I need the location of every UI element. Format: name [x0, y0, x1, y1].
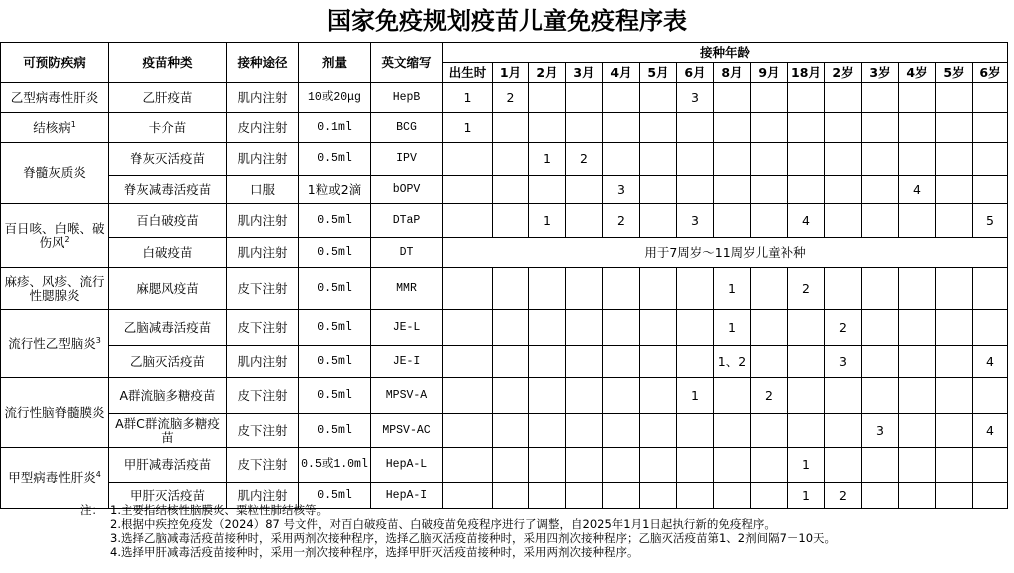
age-cell: 1 [529, 143, 566, 176]
age-cell [899, 414, 936, 448]
age-cell [973, 268, 1008, 310]
route-cell: 肌内注射 [227, 346, 299, 378]
age-cell: 3 [677, 204, 714, 238]
age-cell [899, 378, 936, 414]
vaccine-cell: 脊灰灭活疫苗 [109, 143, 227, 176]
age-cell: 4 [973, 414, 1008, 448]
table-row [1, 414, 1008, 448]
age-cell [529, 448, 566, 483]
age-cell [751, 310, 788, 346]
disease-cell: 乙型病毒性肝炎 [1, 83, 109, 113]
age-cell [603, 143, 640, 176]
age-cell [751, 204, 788, 238]
age-cell [825, 378, 862, 414]
vaccine-cell: 甲肝灭活疫苗 [109, 483, 227, 509]
route-cell: 肌内注射 [227, 483, 299, 509]
age-cell [640, 113, 677, 143]
table-row [1, 143, 1008, 176]
age-cell [714, 414, 751, 448]
age-cell [788, 346, 825, 378]
age-cell [443, 378, 493, 414]
vaccine-cell: 乙脑灭活疫苗 [109, 346, 227, 378]
vaccine-cell: 甲肝减毒活疫苗 [109, 448, 227, 483]
age-cell: 1、2 [714, 346, 751, 378]
dose-cell: 0.5ml [299, 414, 371, 448]
table-row [1, 83, 1008, 113]
abbr-cell: MMR [371, 268, 443, 310]
age-cell [566, 204, 603, 238]
age-cell [751, 346, 788, 378]
dose-cell: 0.5ml [299, 204, 371, 238]
age-cell [493, 346, 529, 378]
age-cell [714, 143, 751, 176]
header-abbr: 英文缩写 [371, 43, 443, 83]
footnote-mark: 3 [95, 335, 101, 345]
age-cell [714, 204, 751, 238]
age-cell: 1 [714, 310, 751, 346]
vaccine-cell: 百白破疫苗 [109, 204, 227, 238]
age-cell [640, 204, 677, 238]
age-cell [566, 113, 603, 143]
age-cell [862, 268, 899, 310]
dose-cell: 0.5ml [299, 143, 371, 176]
age-cell [714, 113, 751, 143]
age-cell [862, 346, 899, 378]
age-cell [862, 378, 899, 414]
age-cell: 2 [825, 310, 862, 346]
dose-cell: 0.5ml [299, 238, 371, 268]
age-cell [677, 113, 714, 143]
age-cell [825, 414, 862, 448]
age-cell [751, 414, 788, 448]
abbr-cell: JE-L [371, 310, 443, 346]
age-cell [640, 143, 677, 176]
dose-cell: 0.5ml [299, 268, 371, 310]
age-cell: 3 [677, 83, 714, 113]
route-cell: 皮内注射 [227, 113, 299, 143]
age-cell [529, 113, 566, 143]
abbr-cell: HepA-L [371, 448, 443, 483]
age-cell [640, 346, 677, 378]
age-cell [714, 176, 751, 204]
age-cell [493, 176, 529, 204]
age-cell [788, 310, 825, 346]
age-cell [443, 143, 493, 176]
age-cell [677, 310, 714, 346]
age-cell [751, 448, 788, 483]
vaccine-cell: A群C群流脑多糖疫苗 [109, 414, 227, 448]
route-cell: 肌内注射 [227, 143, 299, 176]
age-cell [640, 378, 677, 414]
age-cell: 1 [788, 448, 825, 483]
age-cell [973, 378, 1008, 414]
age-cell [788, 378, 825, 414]
age-cell [603, 310, 640, 346]
age-cell [973, 448, 1008, 483]
age-cell [751, 176, 788, 204]
route-cell: 皮下注射 [227, 448, 299, 483]
age-cell [529, 310, 566, 346]
age-cell [714, 83, 751, 113]
age-cell [862, 143, 899, 176]
age-cell [603, 346, 640, 378]
age-cell [825, 143, 862, 176]
age-cell [973, 143, 1008, 176]
age-cell: 1 [677, 378, 714, 414]
age-cell [936, 204, 973, 238]
table-row [1, 204, 1008, 238]
header-age: 2月 [529, 63, 566, 83]
header-disease: 可预防疾病 [1, 43, 109, 83]
abbr-cell: MPSV-AC [371, 414, 443, 448]
age-cell [862, 310, 899, 346]
age-cell [566, 378, 603, 414]
age-cell [566, 448, 603, 483]
age-cell [677, 448, 714, 483]
age-cell [899, 448, 936, 483]
age-cell [825, 113, 862, 143]
age-cell [566, 310, 603, 346]
header-age: 4岁 [899, 63, 936, 83]
route-cell: 皮下注射 [227, 378, 299, 414]
age-cell [603, 414, 640, 448]
age-cell [936, 310, 973, 346]
dose-cell: 1粒或2滴 [299, 176, 371, 204]
footnote-mark: 4 [95, 469, 101, 479]
abbr-cell: HepA-I [371, 483, 443, 509]
age-cell: 2 [566, 143, 603, 176]
disease-cell [1, 310, 109, 378]
age-cell [640, 83, 677, 113]
table-row [1, 268, 1008, 310]
age-cell [443, 176, 493, 204]
age-cell [825, 176, 862, 204]
disease-label: 百日咳、白喉、破伤风 [4, 220, 105, 250]
age-cell [603, 113, 640, 143]
age-cell [751, 113, 788, 143]
age-cell [677, 143, 714, 176]
age-cell: 2 [788, 268, 825, 310]
age-cell [899, 346, 936, 378]
age-cell [640, 448, 677, 483]
dose-cell: 0.5ml [299, 378, 371, 414]
age-cell [936, 378, 973, 414]
age-cell [493, 268, 529, 310]
age-cell [899, 143, 936, 176]
age-cell [825, 83, 862, 113]
age-cell [443, 310, 493, 346]
vaccine-cell: A群流脑多糖疫苗 [109, 378, 227, 414]
page-title: 国家免疫规划疫苗儿童免疫程序表 [327, 7, 687, 35]
abbr-cell: bOPV [371, 176, 443, 204]
dose-cell: 0.5ml [299, 310, 371, 346]
age-cell [529, 268, 566, 310]
age-cell [825, 448, 862, 483]
age-cell: 2 [825, 483, 862, 509]
vaccine-cell: 白破疫苗 [109, 238, 227, 268]
age-cell: 4 [788, 204, 825, 238]
dose-cell: 0.5ml [299, 483, 371, 509]
header-age-group: 接种年龄 [443, 43, 1008, 63]
age-cell [566, 346, 603, 378]
age-cell [640, 268, 677, 310]
abbr-cell: IPV [371, 143, 443, 176]
age-cell: 1 [714, 268, 751, 310]
age-cell: 1 [443, 83, 493, 113]
age-cell [443, 346, 493, 378]
age-cell [529, 378, 566, 414]
age-cell: 2 [751, 378, 788, 414]
age-cell [899, 113, 936, 143]
age-cell [714, 378, 751, 414]
abbr-cell: JE-I [371, 346, 443, 378]
age-cell [936, 176, 973, 204]
age-cell [603, 378, 640, 414]
table-row [1, 176, 1008, 204]
header-age: 3月 [566, 63, 603, 83]
footnote-mark: 2 [64, 234, 70, 244]
disease-label: 甲型病毒性肝炎 [8, 470, 96, 485]
header-age: 8月 [714, 63, 751, 83]
header-age: 9月 [751, 63, 788, 83]
age-cell: 2 [493, 83, 529, 113]
age-cell [751, 268, 788, 310]
disease-cell [1, 448, 109, 509]
age-cell [529, 83, 566, 113]
header-age: 出生时 [443, 63, 493, 83]
age-cell [936, 414, 973, 448]
age-cell [936, 346, 973, 378]
abbr-cell: BCG [371, 113, 443, 143]
age-cell [640, 176, 677, 204]
disease-cell: 流行性脑脊髓膜炎 [1, 378, 109, 448]
age-cell: 2 [603, 204, 640, 238]
age-cell [936, 448, 973, 483]
age-cell [566, 414, 603, 448]
age-cell [788, 83, 825, 113]
dose-cell: 0.1ml [299, 113, 371, 143]
vaccine-cell: 乙脑减毒活疫苗 [109, 310, 227, 346]
age-cell: 1 [788, 483, 825, 509]
header-age: 4月 [603, 63, 640, 83]
age-cell [825, 204, 862, 238]
vaccine-cell: 脊灰减毒活疫苗 [109, 176, 227, 204]
header-age: 2岁 [825, 63, 862, 83]
header-age: 5岁 [936, 63, 973, 83]
age-cell [529, 176, 566, 204]
age-cell [493, 143, 529, 176]
age-cell [493, 414, 529, 448]
disease-cell [1, 204, 109, 268]
age-cell [862, 448, 899, 483]
age-cell [603, 268, 640, 310]
age-cell [825, 268, 862, 310]
header-age: 6岁 [973, 63, 1008, 83]
dose-cell: 10或20μg [299, 83, 371, 113]
age-cell [788, 414, 825, 448]
age-cell: 5 [973, 204, 1008, 238]
vaccine-cell: 卡介苗 [109, 113, 227, 143]
disease-label: 流行性乙型脑炎 [8, 335, 96, 351]
age-cell [936, 143, 973, 176]
age-cell [566, 268, 603, 310]
age-cell [862, 204, 899, 238]
abbr-cell: DTaP [371, 204, 443, 238]
table-row [1, 448, 1008, 483]
age-cell [936, 113, 973, 143]
route-cell: 皮下注射 [227, 268, 299, 310]
age-cell [677, 176, 714, 204]
age-cell [751, 143, 788, 176]
disease-cell: 脊髓灰质炎 [1, 143, 109, 204]
immunization-schedule-table [0, 42, 1008, 509]
age-cell [862, 83, 899, 113]
age-cell [973, 176, 1008, 204]
note-item: 2.根据中疾控免疫发（2024）87 号文件，对百白破疫苗、白破疫苗免疫程序进行了调整，自2025年1月1日起执行新的免疫程序。 [110, 517, 776, 531]
header-age: 3岁 [862, 63, 899, 83]
header-age: 1月 [493, 63, 529, 83]
header-age: 6月 [677, 63, 714, 83]
age-cell [443, 448, 493, 483]
route-cell: 肌内注射 [227, 204, 299, 238]
age-cell [529, 414, 566, 448]
age-cell [788, 143, 825, 176]
age-cell [862, 176, 899, 204]
age-cell [640, 414, 677, 448]
age-cell [493, 310, 529, 346]
route-cell: 肌内注射 [227, 83, 299, 113]
age-cell [677, 346, 714, 378]
table-row [1, 238, 1008, 268]
age-cell: 3 [862, 414, 899, 448]
age-cell: 4 [899, 176, 936, 204]
route-cell: 皮下注射 [227, 310, 299, 346]
table-row [1, 113, 1008, 143]
dose-cell: 0.5或1.0ml [299, 448, 371, 483]
table-row [1, 378, 1008, 414]
route-cell: 肌内注射 [227, 238, 299, 268]
notes-list [110, 503, 1010, 559]
catch-up-note-cell: 用于7周岁～11周岁儿童补种 [443, 238, 1008, 268]
header-age: 18月 [788, 63, 825, 83]
age-cell [443, 414, 493, 448]
age-cell: 1 [443, 113, 493, 143]
age-cell [529, 346, 566, 378]
table-row [1, 310, 1008, 346]
header-route: 接种途径 [227, 43, 299, 83]
age-cell [443, 268, 493, 310]
note-item: 3.选择乙脑减毒活疫苗接种时，采用两剂次接种程序，选择乙脑灭活疫苗接种时，采用四剂次接种程序；乙脑灭活疫苗第1、2剂间隔7－10天。 [110, 531, 837, 545]
age-cell [899, 310, 936, 346]
age-cell: 4 [973, 346, 1008, 378]
age-cell [443, 204, 493, 238]
abbr-cell: HepB [371, 83, 443, 113]
age-cell [640, 310, 677, 346]
age-cell [493, 113, 529, 143]
age-cell [788, 176, 825, 204]
age-cell [899, 204, 936, 238]
vaccine-cell: 麻腮风疫苗 [109, 268, 227, 310]
age-cell [973, 83, 1008, 113]
disease-cell: 麻疹、风疹、流行性腮腺炎 [1, 268, 109, 310]
route-cell: 口服 [227, 176, 299, 204]
age-cell [973, 310, 1008, 346]
age-cell [899, 268, 936, 310]
age-cell: 3 [825, 346, 862, 378]
age-cell [936, 268, 973, 310]
age-cell [566, 176, 603, 204]
age-cell [493, 204, 529, 238]
age-cell [603, 83, 640, 113]
disease-label: 结核病 [33, 119, 71, 135]
note-item: 1.主要指结核性脑膜炎、粟粒性肺结核等。 [110, 503, 328, 517]
table-row [1, 346, 1008, 378]
notes-label: 注： [80, 503, 103, 517]
header-age: 5月 [640, 63, 677, 83]
age-cell [566, 83, 603, 113]
age-cell [862, 113, 899, 143]
age-cell [493, 448, 529, 483]
age-cell [493, 378, 529, 414]
abbr-cell: MPSV-A [371, 378, 443, 414]
age-cell: 1 [529, 204, 566, 238]
note-item: 4.选择甲肝减毒活疫苗接种时，采用一剂次接种程序，选择甲肝灭活疫苗接种时，采用两剂次接种程序。 [110, 545, 639, 559]
age-cell [751, 83, 788, 113]
age-cell [677, 414, 714, 448]
age-cell [973, 113, 1008, 143]
header-vaccine: 疫苗种类 [109, 43, 227, 83]
age-cell [677, 268, 714, 310]
age-cell [936, 83, 973, 113]
dose-cell: 0.5ml [299, 346, 371, 378]
age-cell [603, 448, 640, 483]
age-cell: 3 [603, 176, 640, 204]
disease-cell [1, 113, 109, 143]
route-cell: 皮下注射 [227, 414, 299, 448]
vaccine-cell: 乙肝疫苗 [109, 83, 227, 113]
age-cell [899, 83, 936, 113]
header-dose: 剂量 [299, 43, 371, 83]
footnote-mark: 1 [70, 119, 76, 129]
age-cell [788, 113, 825, 143]
age-cell [714, 448, 751, 483]
abbr-cell: DT [371, 238, 443, 268]
